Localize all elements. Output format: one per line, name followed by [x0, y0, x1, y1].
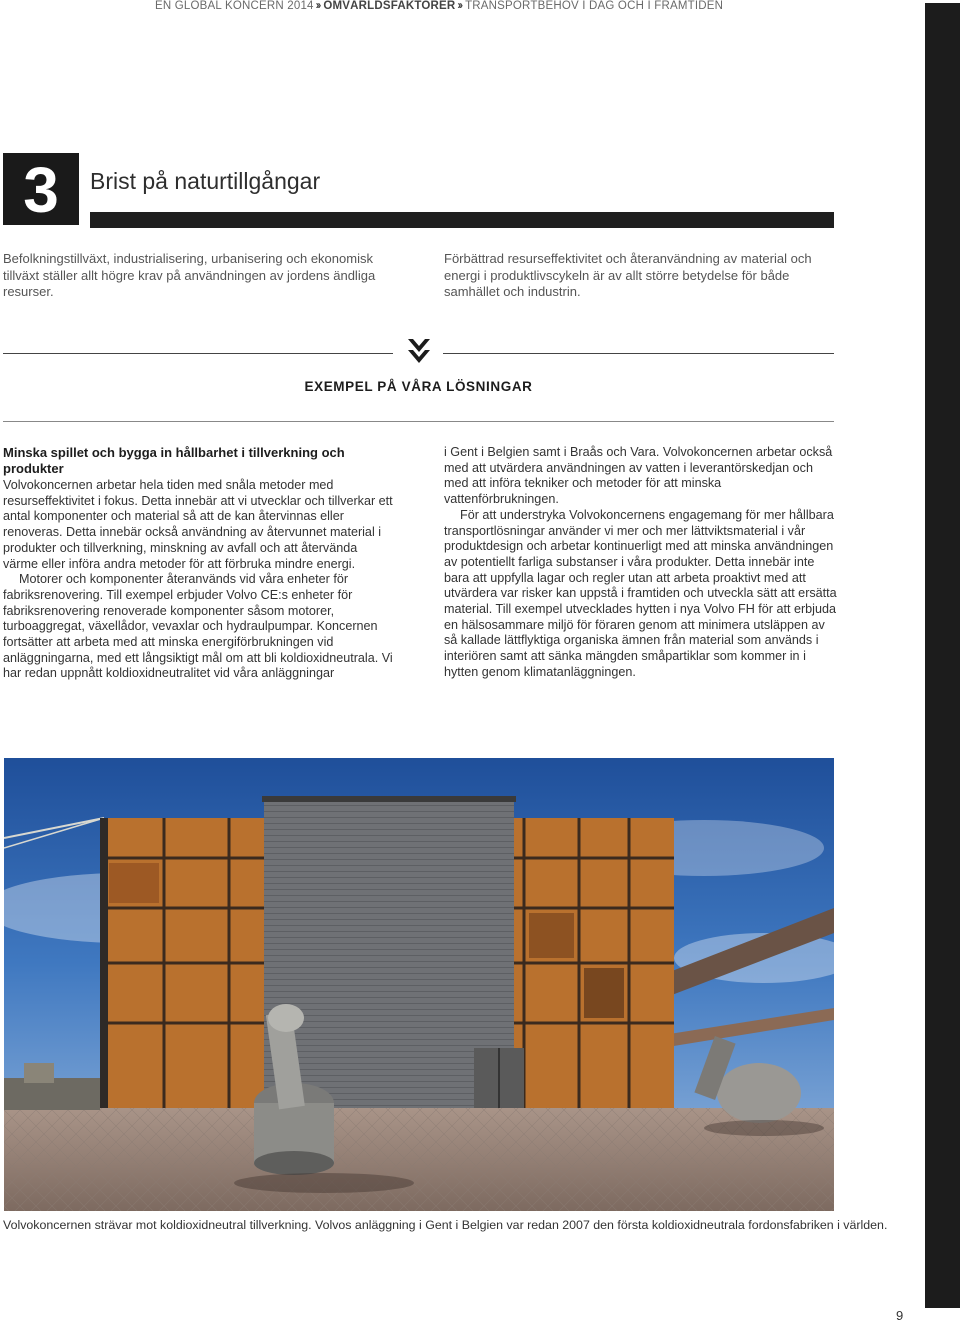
article-paragraph-2-start: Motorer och komponenter återanvänds vid våra enheter för fabriksrenovering. Till exempel erbjuder Volvo CE:s enheter för fabriksrenovering renoverade komponenter såsom motorer, turboaggregat, växellådor, vevaxlar och hydraulpumpar. Koncernen fortsätter att arbeta med att minska energiförbrukningen vid anläggningarna, med ett långsiktigt mål om att bli koldioxidneutrala. Vi har redan uppnått koldioxidneutralitet vid våra anläggningar — [3, 572, 393, 681]
header-part-2: OMVÄRLDSFAKTORER — [323, 0, 456, 12]
label-rule — [3, 421, 834, 422]
factory-photo — [4, 758, 834, 1211]
chevrons-down-icon — [408, 339, 430, 367]
intro-left: Befolkningstillväxt, industrialisering, urbanisering och ekonomisk tillväxt ställer allt högre krav på användningen av jordens ändliga resurser. — [3, 251, 376, 299]
article-paragraph-1: Volvokoncernen arbetar hela tiden med snåla metoder med resurseffektivitet i fokus. Detta innebär att vi utvecklar och tillverkar ett antal komponenter och material så att de kan återvinnas eller renoveras. Detta innebär också användning av återvunnet material i produkter och tillverkning, minskning av avfall och att återvända värme eller införa andra metoder för att förbruka mindre energi. — [3, 478, 393, 571]
article-paragraph-3: För att understryka Volvokoncernens engagemang för mer hållbara transportlösningar använder vi mer och mer lättviktsmaterial i vår produktdesign och arbetar kontinuerligt med att minska användningen av potentiellt farliga substanser i våra produkter. Detta innebär inte bara att uppfylla lagar och regler utan att arbeta proaktivt med att utvärdera var risker kan uppstå i framtiden och utveckla sätt att ersätta material. Till exempel utvecklades hytten i nya Volvo FH för att erbjuda en hälsosammare miljö för föraren genom att minimera utsläppen av så kallade lättflyktiga organiska ämnen från material som används i interiören samt att sänka mängden småpartiklar som kommer in i hytten genom klimatanläggningen. — [444, 507, 837, 679]
article-column-left — [3, 445, 395, 682]
page-number: 9 — [896, 1308, 904, 1323]
article-paragraph-2-end: i Gent i Belgien samt i Braås och Vara. Volvokoncernen arbetar också med att utvärdera användningen av vatten i leverantörskedjan och med att införa tekniker och metoder för att minska vattenförbrukningen. — [444, 445, 833, 507]
double-chevron-icon: ›› — [315, 0, 320, 12]
section-number: 3 — [23, 154, 59, 226]
intro-right: Förbättrad resurseffektivitet och återanvändning av material och energi i produktlivscykeln är av allt större betydelse för både samhället och industrin. — [444, 251, 812, 299]
photo-caption: Volvokoncernen strävar mot koldioxidneutral tillverkning. Volvos anläggning i Gent i Belgien var redan 2007 den första koldioxidneutrala fordonsfabriken i världen. — [3, 1218, 888, 1232]
header-part-3: TRANSPORTBEHOV I DAG OCH I FRAMTIDEN — [465, 0, 724, 12]
divider-right — [443, 353, 834, 354]
article-heading: Minska spillet och bygga in hållbarhet i tillverkning och produkter — [3, 445, 345, 476]
divider-left — [3, 353, 393, 354]
side-band — [925, 3, 960, 1308]
running-header — [155, 0, 723, 12]
double-chevron-icon: ›› — [457, 0, 462, 12]
header-part-1: EN GLOBAL KONCERN 2014 — [155, 0, 314, 12]
examples-label: EXEMPEL PÅ VÅRA LÖSNINGAR — [304, 379, 533, 394]
title-rule — [90, 212, 834, 228]
section-title: Brist på naturtillgångar — [90, 168, 321, 194]
article-column-right — [444, 445, 839, 681]
